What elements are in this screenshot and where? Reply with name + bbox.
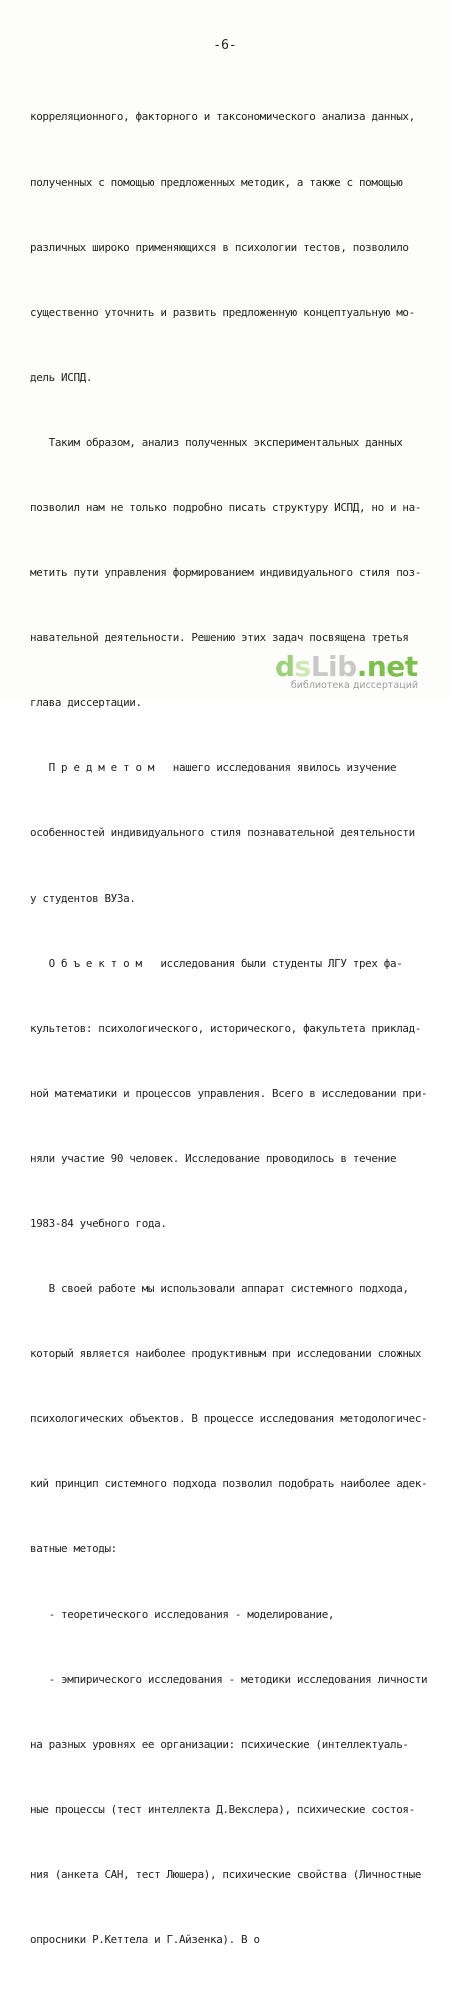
text-line: существенно уточнить и развить предложенную концептуальную мо-: [30, 305, 415, 319]
text-line: ные процессы (тест интеллекта Д.Векслера), психические состоя-: [30, 1802, 415, 1816]
text-line: П р е д м е т о м нашего исследования явилось изучение: [30, 761, 397, 775]
text-line: няли участие 90 человек. Исследование проводилось в течение: [30, 1151, 397, 1165]
text-line: культетов: психологического, исторического, факультета приклад-: [30, 1021, 422, 1035]
text-line: навательной деятельности. Решению этих задач посвящена третья: [30, 631, 409, 645]
watermark-wordmark: dsLib.net: [275, 650, 418, 683]
text-line: ватные методы:: [30, 1542, 117, 1556]
watermark-logo: [267, 652, 442, 694]
text-line: метить пути управления формированием индивидуального стиля поз-: [30, 566, 422, 580]
text-line: различных широко применяющихся в психологии тестов, позволило: [30, 240, 409, 254]
text-line: на разных уровнях ее организации: психические (интеллектуаль-: [30, 1737, 409, 1751]
text-line: Таким образом, анализ полученных экспериментальных данных: [30, 435, 403, 449]
text-line: глава диссертации.: [30, 696, 142, 710]
body-text: [30, 63, 428, 1994]
text-line: полученных с помощью предложенных методик, а также с помощью: [30, 175, 403, 189]
text-line: ной математики и процессов управления. Всего в исследовании при-: [30, 1086, 428, 1100]
text-line: корреляционного, факторного и таксономического анализа данных,: [30, 110, 415, 124]
text-line: - эмпирического исследования - методики исследования личности: [30, 1672, 428, 1686]
text-line: дель ИСПД.: [30, 370, 93, 384]
text-line: О б ъ е к т о м исследования были студенты ЛГУ трех фа-: [30, 956, 403, 970]
text-line: В своей работе мы использовали аппарат системного подхода,: [30, 1282, 409, 1296]
text-line: кий принцип системного подхода позволил подобрать наиболее адек-: [30, 1477, 428, 1491]
text-line: особенностей индивидуального стиля познавательной деятельности: [30, 826, 415, 840]
text-line: опросники Р.Кеттела и Г.Айзенка). В о: [30, 1933, 260, 1947]
page-number: -6-: [213, 38, 237, 53]
text-line: психологических объектов. В процессе исследования методологичес-: [30, 1412, 428, 1426]
text-line: позволил нам не только подробно писать структуру ИСПД, но и на-: [30, 500, 422, 514]
text-line: 1983-84 учебного года.: [30, 1217, 167, 1230]
text-line: который является наиболее продуктивным при исследовании сложных: [30, 1347, 422, 1361]
text-line: - теоретического исследования - моделирование,: [30, 1607, 335, 1621]
watermark-caption: библиотека диссертаций: [290, 680, 419, 691]
text-line: у студентов ВУЗа.: [30, 891, 136, 905]
text-line: ния (анкета САН, тест Люшера), психические свойства (Личностные: [30, 1867, 422, 1881]
